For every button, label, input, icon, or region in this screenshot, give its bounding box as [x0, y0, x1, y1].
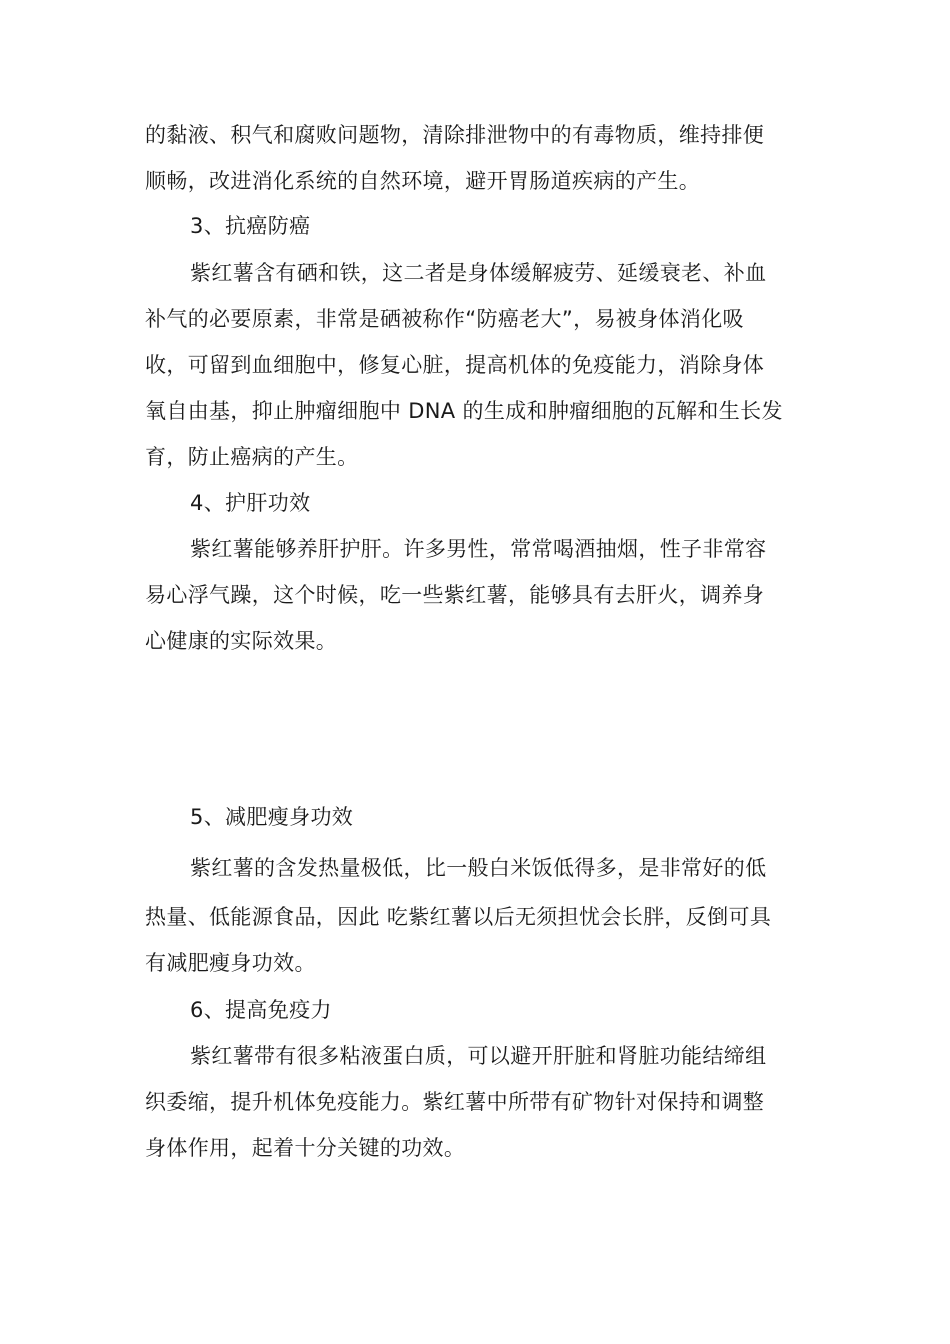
- paragraph-line: 紫红薯带有很多粘液蛋白质，可以避开肝脏和肾脏功能结缔组: [190, 1044, 767, 1068]
- paragraph-line: 有减肥瘦身功效。: [145, 951, 316, 975]
- section-heading: 5、减肥瘦身功效: [190, 805, 354, 829]
- paragraph-line: 补气的必要原素，非常是硒被称作“防癌老大”，易被身体消化吸: [145, 307, 744, 331]
- paragraph-line: 紫红薯含有硒和铁，这二者是身体缓解疲劳、延缓衰老、补血: [190, 261, 767, 285]
- paragraph-line: 热量、低能源食品，因此 吃紫红薯以后无须担忧会长胖，反倒可具: [145, 905, 772, 929]
- paragraph-line: 的黏液、积气和腐败问题物，清除排泄物中的有毒物质，维持排便: [145, 123, 765, 147]
- paragraph-line: 氧自由基，抑止肿瘤细胞中 DNA 的生成和肿瘤细胞的瓦解和生长发: [145, 399, 783, 423]
- section-heading: 6、提高免疫力: [190, 998, 332, 1022]
- paragraph-line: 育，防止癌病的产生。: [145, 445, 359, 469]
- paragraph-line: 心健康的实际效果。: [145, 629, 338, 653]
- paragraph-line: 织委缩，提升机体免疫能力。紫红薯中所带有矿物针对保持和调整: [145, 1090, 765, 1114]
- section-heading: 4、护肝功效: [190, 491, 311, 515]
- section-heading: 3、抗癌防癌: [190, 214, 311, 238]
- paragraph-line: 身体作用，起着十分关键的功效。: [145, 1136, 466, 1160]
- paragraph-line: 易心浮气躁，这个时候，吃一些紫红薯，能够具有去肝火，调养身: [145, 583, 765, 607]
- paragraph-line: 顺畅，改进消化系统的自然环境，避开胃肠道疾病的产生。: [145, 169, 701, 193]
- paragraph-line: 紫红薯的含发热量极低，比一般白米饭低得多，是非常好的低: [190, 856, 767, 880]
- paragraph-line: 紫红薯能够养肝护肝。许多男性，常常喝酒抽烟，性子非常容: [190, 537, 767, 561]
- paragraph-line: 收，可留到血细胞中，修复心脏，提高机体的免疫能力，消除身体: [145, 353, 765, 377]
